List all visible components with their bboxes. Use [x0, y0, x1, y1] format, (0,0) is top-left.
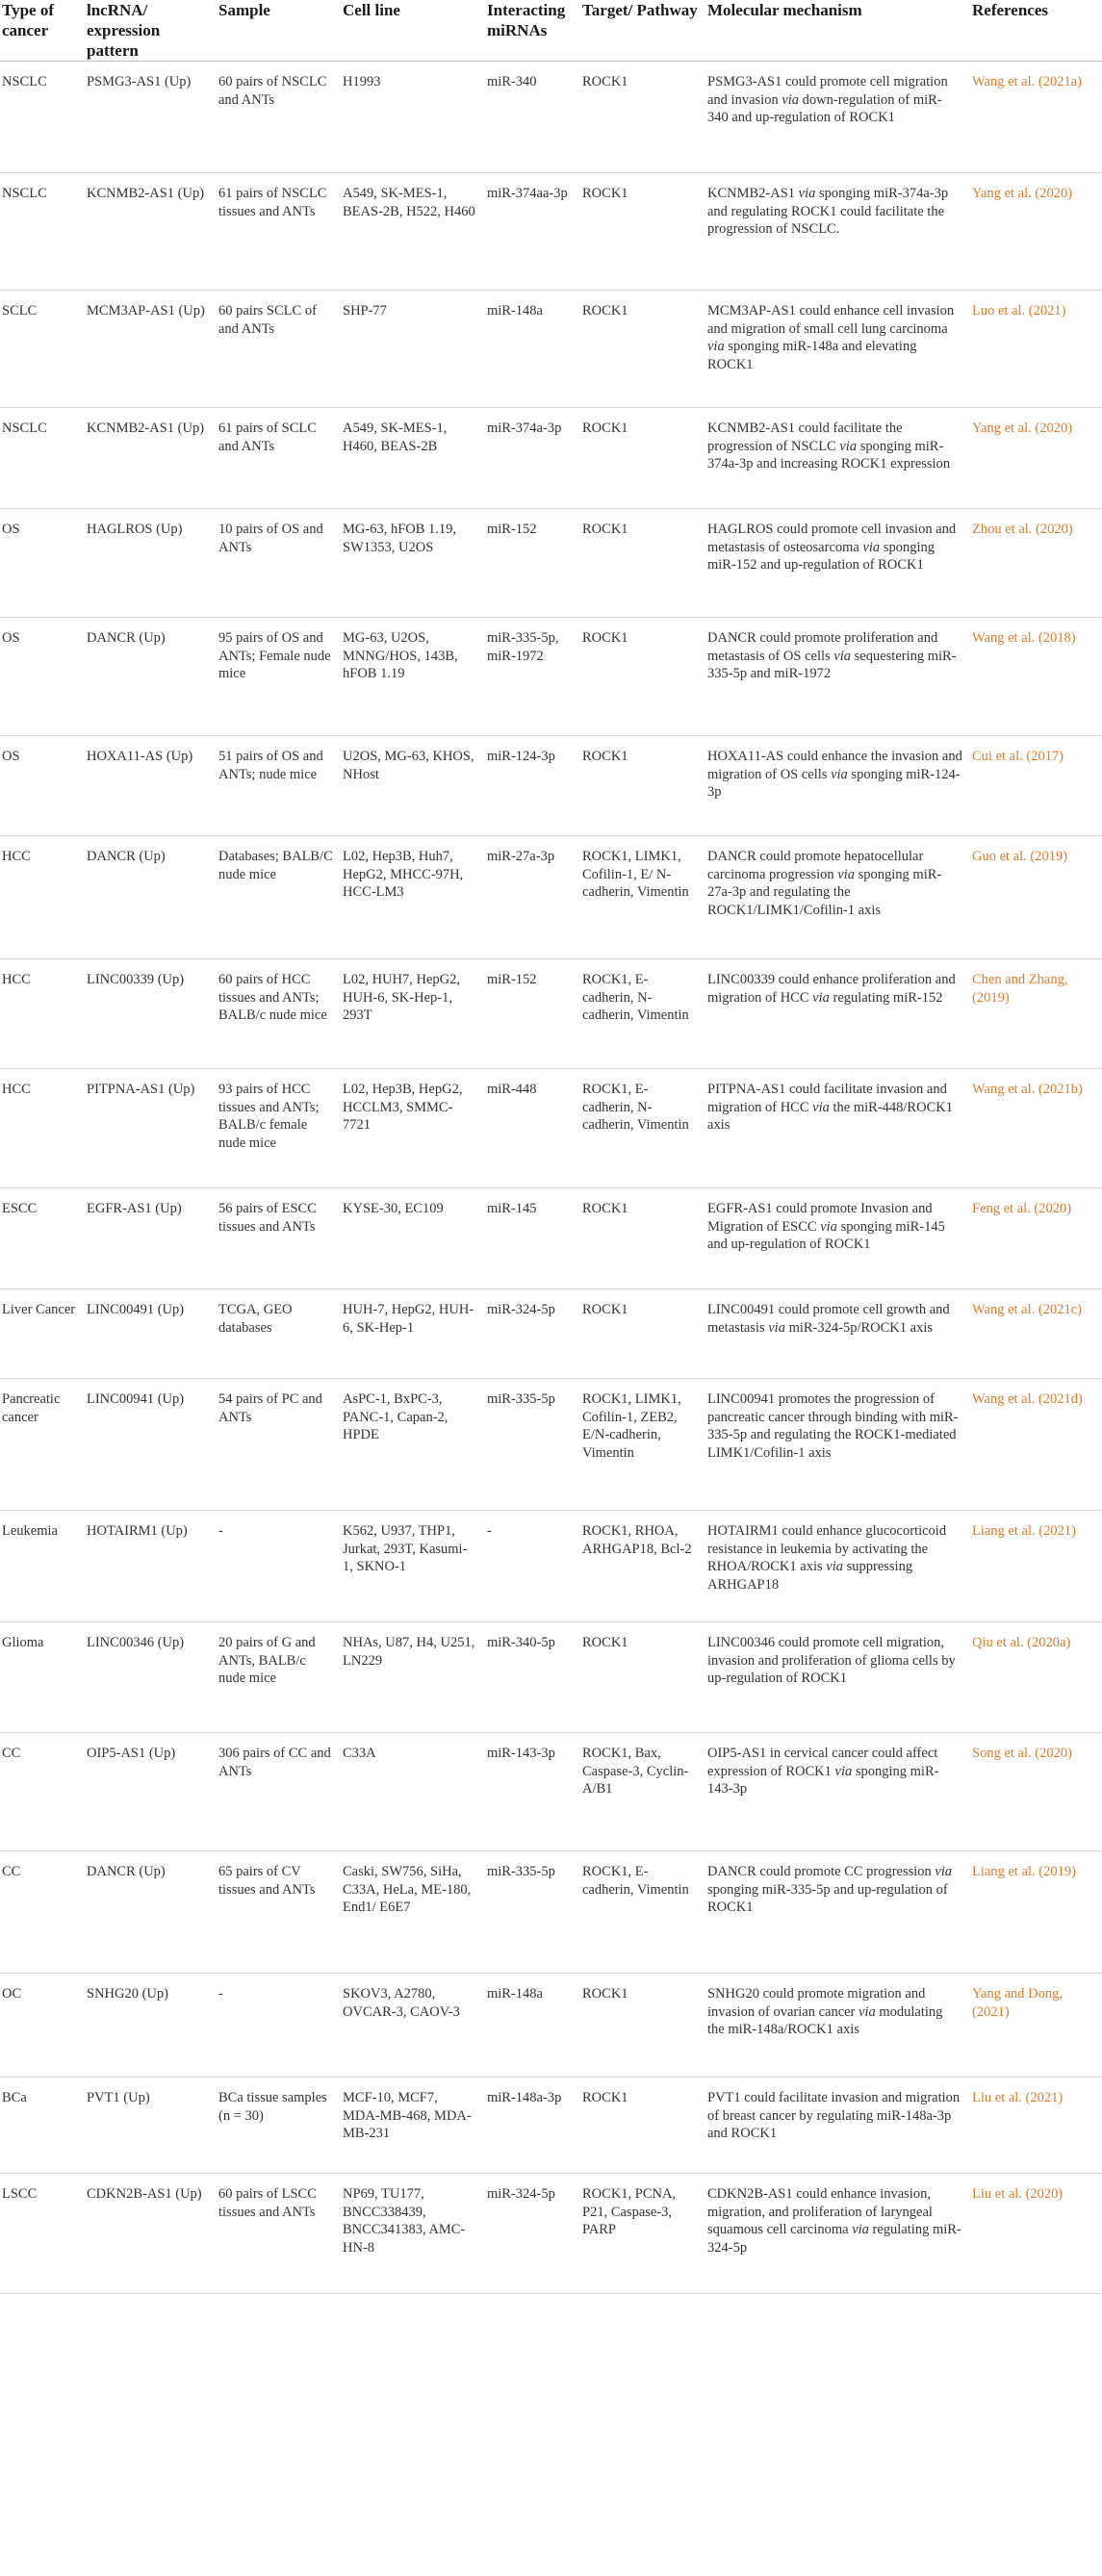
mechanism-text-rest: sponging miR-152 and up-regulation of ROCK1 [707, 539, 935, 573]
cell-line-cell: HUH-7, HepG2, HUH-6, SK-Hep-1 [343, 1289, 487, 1379]
mirna-cell: miR-340-5p [487, 1622, 582, 1733]
mechanism-cell [707, 1851, 972, 1974]
reference-link[interactable]: Liang et al. (2019) [972, 1851, 1102, 1974]
mechanism-cell [707, 618, 972, 736]
target-cell: ROCK1, E-cadherin, N-cadherin, Vimentin [582, 1069, 707, 1188]
mechanism-via: via [837, 866, 856, 882]
mechanism-text: KCNMB2-AS1 could facilitate the progression of NSCLC [707, 421, 903, 454]
sample-cell: 65 pairs of CV tissues and ANTs [218, 1851, 343, 1974]
cell-line-cell: A549, SK-MES-1, BEAS-2B, H522, H460 [343, 173, 487, 291]
target-cell: ROCK1, E-cadherin, N-cadherin, Vimentin [582, 959, 707, 1069]
target-cell: ROCK1 [582, 1622, 707, 1733]
sample-cell: BCa tissue samples (n = 30) [218, 2078, 343, 2174]
lncrna-cell: MCM3AP-AS1 (Up) [87, 291, 218, 408]
header-sample: Sample [218, 0, 343, 62]
sample-cell: 95 pairs of OS and ANTs; Female nude mice [218, 618, 343, 736]
lncrna-cell: HOTAIRM1 (Up) [87, 1511, 218, 1622]
sample-cell: 51 pairs of OS and ANTs; nude mice [218, 736, 343, 836]
target-cell: ROCK1 [582, 509, 707, 618]
cancer-type-cell: HCC [0, 836, 87, 959]
table-row [0, 1289, 1102, 1379]
mechanism-via: via [852, 2222, 869, 2237]
mechanism-via: via [798, 186, 816, 201]
lncrna-cell: KCNMB2-AS1 (Up) [87, 173, 218, 291]
mechanism-text: PITPNA-AS1 could facilitate invasion and migration of HCC [707, 1082, 947, 1115]
cell-line-cell: C33A [343, 1733, 487, 1851]
sample-cell: 60 pairs SCLC of and ANTs [218, 291, 343, 408]
cancer-type-cell: OS [0, 509, 87, 618]
mechanism-via: via [862, 539, 881, 555]
cell-line-cell: L02, Hep3B, HepG2, HCCLM3, SMMC-7721 [343, 1069, 487, 1188]
mechanism-cell [707, 1733, 972, 1851]
reference-link[interactable]: Zhou et al. (2020) [972, 509, 1102, 618]
reference-link[interactable]: Wang et al. (2018) [972, 618, 1102, 736]
lncrna-cell: PVT1 (Up) [87, 2078, 218, 2174]
mechanism-via: via [820, 1218, 837, 1235]
table-row [0, 618, 1102, 736]
table-row [0, 1069, 1102, 1188]
reference-link[interactable]: Yang et al. (2020) [972, 408, 1102, 509]
mirna-cell: miR-448 [487, 1069, 582, 1188]
mechanism-cell [707, 291, 972, 408]
mirna-cell: miR-324-5p [487, 2174, 582, 2294]
sample-cell: Databases; BALB/C nude mice [218, 836, 343, 959]
mechanism-via: via [812, 1099, 830, 1115]
mechanism-text-rest: sponging miR-374a-3p and increasing ROCK1 expression [707, 438, 951, 472]
reference-link[interactable]: Feng et al. (2020) [972, 1188, 1102, 1289]
mechanism-text: DANCR could promote hepatocellular carcinoma progression [707, 849, 924, 882]
sample-cell: 60 pairs of NSCLC and ANTs [218, 62, 343, 173]
mechanism-text: HOTAIRM1 could enhance glucocorticoid resistance in leukemia by activating the RHOA/ROCK1 axis [707, 1523, 947, 1574]
mechanism-text: MCM3AP-AS1 could enhance cell invasion and migration of small cell lung carcinoma [707, 303, 955, 337]
mechanism-text: LINC00941 promotes the progression of pancreatic cancer through binding with miR-335-5p and regulating the ROCK1-mediated LIMK1/Cofilin-1 axis [707, 1391, 959, 1461]
lncrna-cell: DANCR (Up) [87, 836, 218, 959]
mechanism-text: KCNMB2-AS1 [707, 186, 799, 201]
target-cell: ROCK1 [582, 291, 707, 408]
mechanism-text-rest: regulating miR-152 [829, 989, 943, 1006]
mechanism-via: via [935, 1864, 953, 1879]
mechanism-cell [707, 1511, 972, 1622]
cell-line-cell: A549, SK-MES-1, H460, BEAS-2B [343, 408, 487, 509]
mirna-cell: miR-374a-3p [487, 408, 582, 509]
reference-link[interactable]: Song et al. (2020) [972, 1733, 1102, 1851]
mechanism-text-rest: sponging miR-145 and up-regulation of ROCK1 [707, 1218, 945, 1252]
cell-line-cell: L02, HUH7, HepG2, HUH-6, SK-Hep-1, 293T [343, 959, 487, 1069]
mirna-cell: miR-152 [487, 959, 582, 1069]
reference-link[interactable]: Chen and Zhang, (2019) [972, 959, 1102, 1069]
cell-line-cell: MCF-10, MCF7, MDA-MB-468, MDA-MB-231 [343, 2078, 487, 2174]
cancer-type-cell: BCa [0, 2078, 87, 2174]
mechanism-cell [707, 509, 972, 618]
cancer-type-cell: Glioma [0, 1622, 87, 1733]
lncrna-cell: DANCR (Up) [87, 618, 218, 736]
mirna-cell: miR-335-5p [487, 1851, 582, 1974]
target-cell: ROCK1, LIMK1, Cofilin-1, ZEB2, E/N-cadherin, Vimentin [582, 1379, 707, 1511]
mirna-cell: miR-145 [487, 1188, 582, 1289]
reference-link[interactable]: Wang et al. (2021c) [972, 1289, 1102, 1379]
table-row [0, 1188, 1102, 1289]
table-row [0, 62, 1102, 173]
cancer-type-cell: SCLC [0, 291, 87, 408]
cell-line-cell: K562, U937, THP1, Jurkat, 293T, Kasumi-1, SKNO-1 [343, 1511, 487, 1622]
mirna-cell: miR-143-3p [487, 1733, 582, 1851]
target-cell: ROCK1, Bax, Caspase-3, Cyclin-A/B1 [582, 1733, 707, 1851]
mechanism-cell [707, 1379, 972, 1511]
mechanism-text-rest: sponging miR-335-5p and up-regulation of ROCK1 [707, 1881, 948, 1915]
table-row [0, 2174, 1102, 2294]
cancer-type-cell: Leukemia [0, 1511, 87, 1622]
target-cell: ROCK1 [582, 1188, 707, 1289]
lncrna-cell: LINC00346 (Up) [87, 1622, 218, 1733]
mechanism-cell [707, 1622, 972, 1733]
mechanism-cell [707, 62, 972, 173]
mechanism-cell [707, 173, 972, 291]
sample-cell: 61 pairs of NSCLC tissues and ANTs [218, 173, 343, 291]
table-row [0, 509, 1102, 618]
table-row [0, 408, 1102, 509]
sample-cell: TCGA, GEO databases [218, 1289, 343, 1379]
sample-cell: 54 pairs of PC and ANTs [218, 1379, 343, 1511]
table-row [0, 1851, 1102, 1974]
cancer-type-cell: NSCLC [0, 173, 87, 291]
mirna-cell: miR-152 [487, 509, 582, 618]
cancer-type-cell: CC [0, 1733, 87, 1851]
mechanism-text: HAGLROS could promote cell invasion and metastasis of osteosarcoma [707, 522, 957, 555]
mechanism-text-rest: sponging miR-27a-3p and regulating the ROCK1/LIMK1/Cofilin-1 axis [707, 866, 942, 918]
cancer-type-cell: HCC [0, 959, 87, 1069]
mechanism-text: PVT1 could facilitate invasion and migration of breast cancer by regulating miR-148a-3p and ROCK1 [707, 2090, 961, 2141]
target-cell: ROCK1, PCNA, P21, Caspase-3, PARP [582, 2174, 707, 2294]
cell-line-cell: AsPC-1, BxPC-3, PANC-1, Capan-2, HPDE [343, 1379, 487, 1511]
lncrna-cell: PITPNA-AS1 (Up) [87, 1069, 218, 1188]
mechanism-via: via [768, 1319, 785, 1336]
table-row [0, 1974, 1102, 2078]
mechanism-cell [707, 1188, 972, 1289]
target-cell: ROCK1 [582, 1289, 707, 1379]
target-cell: ROCK1 [582, 618, 707, 736]
mirna-cell: miR-374aa-3p [487, 173, 582, 291]
cell-line-cell: MG-63, hFOB 1.19, SW1353, U2OS [343, 509, 487, 618]
mechanism-text-rest: down-regulation of miR-340 and up-regulation of ROCK1 [707, 91, 942, 125]
mechanism-via: via [707, 339, 725, 354]
reference-link[interactable]: Wang et al. (2021b) [972, 1069, 1102, 1188]
mirna-cell: miR-324-5p [487, 1289, 582, 1379]
table-row [0, 836, 1102, 959]
mechanism-via: via [833, 648, 852, 664]
sample-cell: 93 pairs of HCC tissues and ANTs; BALB/c female nude mice [218, 1069, 343, 1188]
table-row [0, 2078, 1102, 2174]
mechanism-text-rest: regulating miR-324-5p [707, 2222, 961, 2256]
reference-link[interactable]: Liu et al. (2021) [972, 2078, 1102, 2174]
mechanism-cell [707, 836, 972, 959]
lncrna-cell: LINC00941 (Up) [87, 1379, 218, 1511]
mirna-cell: miR-335-5p [487, 1379, 582, 1511]
sample-cell: 60 pairs of LSCC tissues and ANTs [218, 2174, 343, 2294]
cancer-type-cell: HCC [0, 1069, 87, 1188]
reference-link[interactable]: Liu et al. (2020) [972, 2174, 1102, 2294]
lncrna-cell: DANCR (Up) [87, 1851, 218, 1974]
cell-line-cell: MG-63, U2OS, MNNG/HOS, 143B, hFOB 1.19 [343, 618, 487, 736]
mirna-cell: miR-340 [487, 62, 582, 173]
mirna-cell: miR-148a [487, 291, 582, 408]
sample-cell: 306 pairs of CC and ANTs [218, 1733, 343, 1851]
cell-line-cell: KYSE-30, EC109 [343, 1188, 487, 1289]
header-cell-line: Cell line [343, 0, 487, 62]
reference-link[interactable]: Wang et al. (2021a) [972, 62, 1102, 173]
mechanism-text: SNHG20 could promote migration and invasion of ovarian cancer [707, 1986, 926, 2020]
table-row [0, 1379, 1102, 1511]
mechanism-text: CDKN2B-AS1 could enhance invasion, migration, and proliferation of laryngeal squamous cell carcinoma [707, 2186, 933, 2237]
reference-link[interactable]: Liang et al. (2021) [972, 1511, 1102, 1622]
lncrna-cell: HOXA11-AS (Up) [87, 736, 218, 836]
mechanism-via: via [826, 1559, 843, 1574]
mechanism-text: EGFR-AS1 could promote Invasion and Migration of ESCC [707, 1201, 933, 1235]
mirna-cell: miR-335-5p, miR-1972 [487, 618, 582, 736]
lncrna-cell: LINC00339 (Up) [87, 959, 218, 1069]
cancer-type-cell: OC [0, 1974, 87, 2078]
lncrna-cell: KCNMB2-AS1 (Up) [87, 408, 218, 509]
mechanism-text: PSMG3-AS1 could promote cell migration and invasion [707, 74, 948, 108]
header-lncrna: lncRNA/ expression pattern [87, 0, 218, 62]
mechanism-cell [707, 2078, 972, 2174]
header-cancer-type: Type of cancer [0, 0, 87, 62]
target-cell: ROCK1, RHOA, ARHGAP18, Bcl-2 [582, 1511, 707, 1622]
mirna-cell: miR-27a-3p [487, 836, 582, 959]
sample-cell: 60 pairs of HCC tissues and ANTs; BALB/c nude mice [218, 959, 343, 1069]
mechanism-text-rest: miR-324-5p/ROCK1 axis [784, 1319, 934, 1336]
lncrna-cell: CDKN2B-AS1 (Up) [87, 2174, 218, 2294]
mechanism-via: via [782, 91, 800, 108]
mechanism-text-rest: sponging miR-143-3p [707, 1763, 939, 1797]
mechanism-text-rest: sponging miR-148a and elevating ROCK1 [707, 339, 917, 372]
table-row [0, 959, 1102, 1069]
mechanism-via: via [859, 2003, 876, 2020]
cell-line-cell: L02, Hep3B, Huh7, HepG2, MHCC-97H, HCC-LM3 [343, 836, 487, 959]
cancer-type-cell: ESCC [0, 1188, 87, 1289]
cell-line-cell: H1993 [343, 62, 487, 173]
table-row [0, 1511, 1102, 1622]
header-mirnas: Interacting miRNAs [487, 0, 582, 62]
mechanism-via: via [831, 766, 848, 782]
mechanism-via: via [839, 438, 858, 454]
table-row [0, 736, 1102, 836]
mirna-cell: miR-148a [487, 1974, 582, 2078]
lncrna-cell: HAGLROS (Up) [87, 509, 218, 618]
header-references: References [972, 0, 1102, 62]
cancer-type-cell: CC [0, 1851, 87, 1974]
sample-cell: 56 pairs of ESCC tissues and ANTs [218, 1188, 343, 1289]
cell-line-cell: Caski, SW756, SiHa, C33A, HeLa, ME-180, End1/ E6E7 [343, 1851, 487, 1974]
mechanism-text: DANCR could promote CC progression [707, 1864, 935, 1879]
cancer-type-cell: LSCC [0, 2174, 87, 2294]
sample-cell: 61 pairs of SCLC and ANTs [218, 408, 343, 509]
cancer-type-cell: Pancreatic cancer [0, 1379, 87, 1511]
lncrna-cell: LINC00491 (Up) [87, 1289, 218, 1379]
mechanism-text: LINC00339 could enhance proliferation and migration of HCC [707, 972, 956, 1006]
mechanism-cell [707, 408, 972, 509]
mechanism-text-rest: sponging miR-124-3p [707, 766, 961, 800]
cell-line-cell: NHAs, U87, H4, U251, LN229 [343, 1622, 487, 1733]
header-target: Target/ Pathway [582, 0, 707, 62]
cancer-type-cell: OS [0, 618, 87, 736]
lncrna-cell: PSMG3-AS1 (Up) [87, 62, 218, 173]
mechanism-text-rest: sequestering miR-335-5p and miR-1972 [707, 648, 957, 681]
mechanism-cell [707, 736, 972, 836]
lncrna-cell: OIP5-AS1 (Up) [87, 1733, 218, 1851]
mechanism-cell [707, 1974, 972, 2078]
target-cell: ROCK1, LIMK1, Cofilin-1, E/ N-cadherin, Vimentin [582, 836, 707, 959]
reference-link[interactable]: Luo et al. (2021) [972, 291, 1102, 408]
mechanism-cell [707, 1069, 972, 1188]
cancer-type-cell: Liver Cancer [0, 1289, 87, 1379]
mechanism-text-rest: the miR-448/ROCK1 axis [707, 1099, 953, 1133]
mechanism-via: via [834, 1763, 853, 1779]
cancer-type-cell: NSCLC [0, 408, 87, 509]
reference-link[interactable]: Yang et al. (2020) [972, 173, 1102, 291]
table-row [0, 291, 1102, 408]
target-cell: ROCK1 [582, 62, 707, 173]
target-cell: ROCK1 [582, 408, 707, 509]
cell-line-cell: U2OS, MG-63, KHOS, NHost [343, 736, 487, 836]
header-mechanism: Molecular mechanism [707, 0, 972, 62]
cell-line-cell: SHP-77 [343, 291, 487, 408]
table-row [0, 173, 1102, 291]
sample-cell: - [218, 1511, 343, 1622]
table-row [0, 1622, 1102, 1733]
mechanism-cell [707, 1289, 972, 1379]
target-cell: ROCK1 [582, 736, 707, 836]
target-cell: ROCK1, E-cadherin, Vimentin [582, 1851, 707, 1974]
cancer-type-cell: NSCLC [0, 62, 87, 173]
header-row [0, 0, 1102, 62]
lncrna-cell: EGFR-AS1 (Up) [87, 1188, 218, 1289]
mechanism-text: OIP5-AS1 in cervical cancer could affect expression of ROCK1 [707, 1746, 938, 1779]
mirna-cell: miR-148a-3p [487, 2078, 582, 2174]
reference-link[interactable]: Cui et al. (2017) [972, 736, 1102, 836]
reference-link[interactable]: Yang and Dong, (2021) [972, 1974, 1102, 2078]
sample-cell: 10 pairs of OS and ANTs [218, 509, 343, 618]
lncrna-cell: SNHG20 (Up) [87, 1974, 218, 2078]
mechanism-text-rest: suppressing ARHGAP18 [707, 1559, 913, 1593]
target-cell: ROCK1 [582, 2078, 707, 2174]
target-cell: ROCK1 [582, 173, 707, 291]
reference-link[interactable]: Guo et al. (2019) [972, 836, 1102, 959]
mechanism-cell [707, 2174, 972, 2294]
cell-line-cell: SKOV3, A2780, OVCAR-3, CAOV-3 [343, 1974, 487, 2078]
mechanism-text: DANCR could promote proliferation and metastasis of OS cells [707, 630, 938, 664]
mechanism-text-rest: modulating the miR-148a/ROCK1 axis [707, 2003, 943, 2037]
reference-link[interactable]: Qiu et al. (2020a) [972, 1622, 1102, 1733]
mechanism-text-rest: sponging miR-374a-3p and regulating ROCK1 could facilitate the progression of NSCLC. [707, 186, 949, 237]
mechanism-text: LINC00346 could promote cell migration, invasion and proliferation of glioma cells by up-regulation of ROCK1 [707, 1635, 956, 1686]
mirna-cell: - [487, 1511, 582, 1622]
sample-cell: - [218, 1974, 343, 2078]
table-row [0, 1733, 1102, 1851]
reference-link[interactable]: Wang et al. (2021d) [972, 1379, 1102, 1511]
mechanism-text: HOXA11-AS could enhance the invasion and migration of OS cells [707, 749, 962, 782]
mechanism-via: via [812, 989, 830, 1006]
cell-line-cell: NP69, TU177, BNCC338439, BNCC341383, AMC-HN-8 [343, 2174, 487, 2294]
target-cell: ROCK1 [582, 1974, 707, 2078]
cancer-type-cell: OS [0, 736, 87, 836]
mechanism-cell [707, 959, 972, 1069]
sample-cell: 20 pairs of G and ANTs, BALB/c nude mice [218, 1622, 343, 1733]
mechanism-text: LINC00491 could promote cell growth and metastasis [707, 1302, 950, 1336]
mirna-cell: miR-124-3p [487, 736, 582, 836]
